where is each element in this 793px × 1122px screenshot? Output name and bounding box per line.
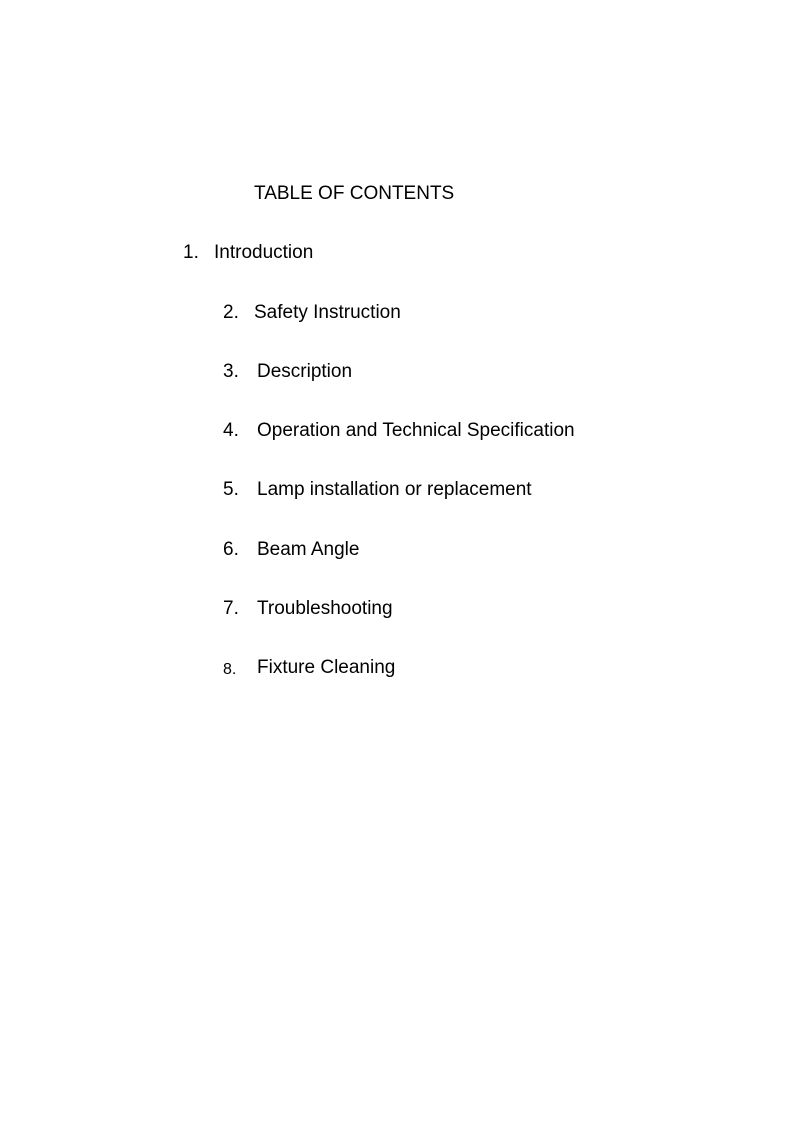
toc-title: TABLE OF CONTENTS (254, 183, 455, 204)
toc-item-number: 1. (183, 242, 199, 263)
toc-item-number: 8. (223, 661, 237, 678)
toc-item-label: Introduction (214, 242, 314, 263)
toc-item-label: Operation and Technical Specification (257, 420, 575, 441)
toc-item-number: 2. (223, 302, 239, 323)
toc-item-label: Fixture Cleaning (257, 657, 396, 678)
toc-item-number: 5. (223, 479, 239, 500)
toc-item-number: 3. (223, 361, 239, 382)
toc-item-label: Troubleshooting (257, 598, 393, 619)
toc-item-number: 7. (223, 598, 239, 619)
toc-item-number: 6. (223, 539, 239, 560)
toc-item-label: Lamp installation or replacement (257, 479, 532, 500)
toc-item-number: 4. (223, 420, 239, 441)
toc-item-label: Beam Angle (257, 539, 360, 560)
toc-item-label: Description (257, 361, 353, 382)
toc-item-label: Safety Instruction (254, 302, 401, 323)
